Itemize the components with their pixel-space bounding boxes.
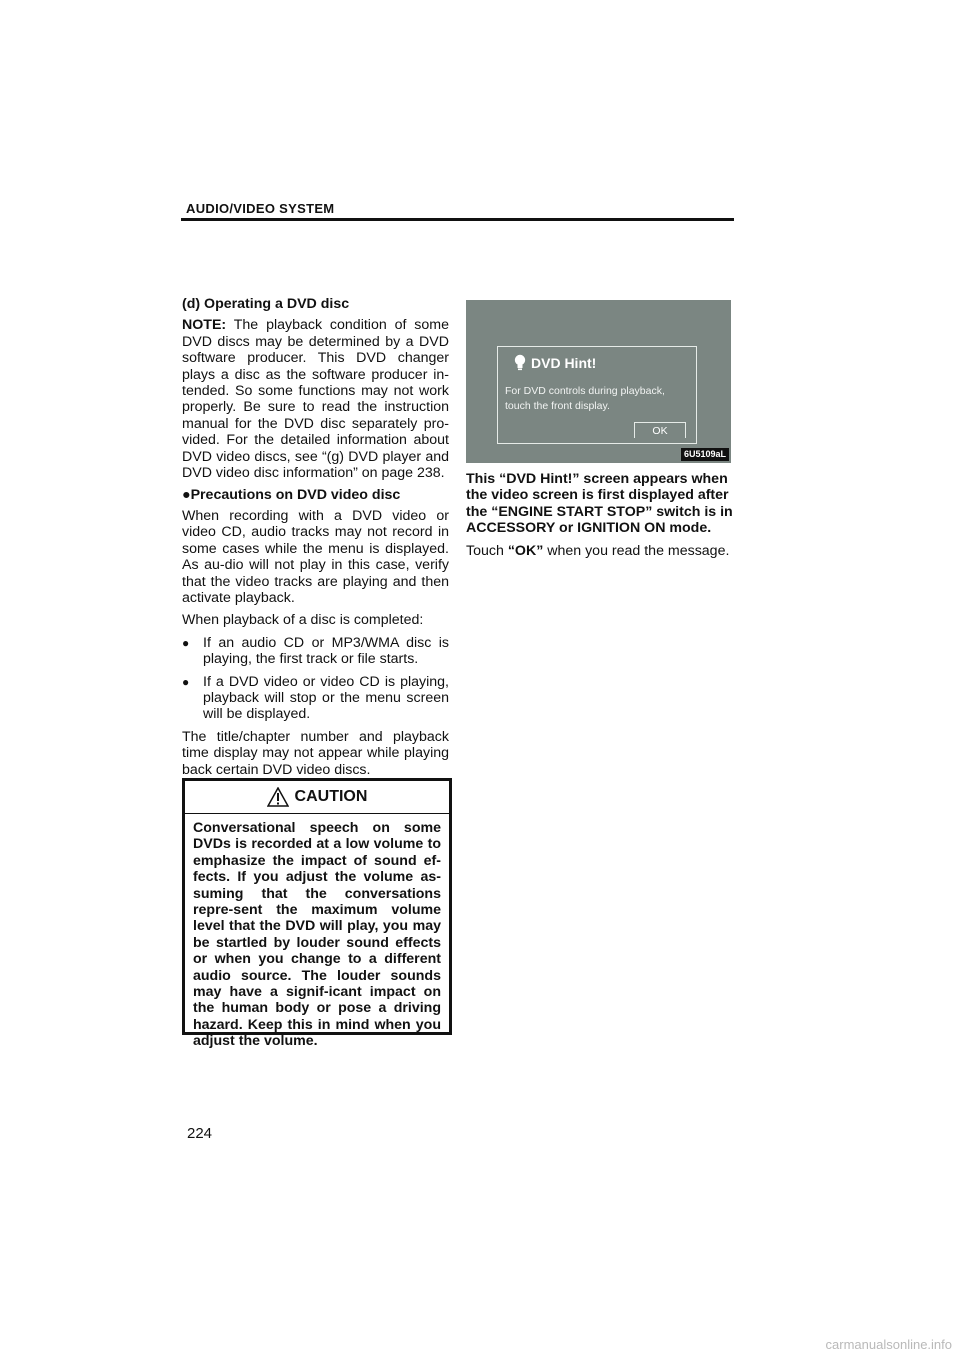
warning-triangle-icon [267,787,289,807]
touch-ok-label: “OK” [507,542,544,559]
figure-id: 6U5109aL [681,448,729,461]
dvd-hint-dialog [497,346,697,444]
lightbulb-icon [514,354,526,371]
bullet-dot-icon: ● [182,635,190,650]
precautions-heading [182,487,449,503]
caution-box [182,778,452,1050]
dialog-title [514,354,596,371]
watermark: carmanualsonline.info [825,1337,952,1352]
list-item [182,674,449,723]
dialog-message-line-1: For DVD controls during playback, [505,385,665,397]
ok-button[interactable]: OK [634,422,686,438]
paragraph-recording: When recording with a DVD video or video CD, audio tracks may not record in some cases while the menu is displayed. As au-dio will not play in this case, verify that the video tracks are playing and then activate playback. [182,507,449,606]
list-item [182,635,449,668]
bullet-dot-icon: ● [182,674,190,689]
paragraph-title-chapter: The title/chapter number and playback time display may not appear while playing back certain DVD video discs. [182,728,449,778]
note-label: NOTE: [182,317,227,334]
bullet-audio-cd: If an audio CD or MP3/WMA disc is playing, the first track or file starts. [203,634,449,668]
bullet-dot-icon: ● [182,487,191,504]
touch-prefix: Touch [466,542,508,559]
dialog-title-text: DVD Hint! [531,354,597,371]
dialog-message-line-2: touch the front display. [505,400,610,412]
precautions-title: Precautions on DVD video disc [190,487,401,504]
dialog-message [505,384,690,414]
note-paragraph [182,317,449,481]
touch-suffix: when you read the message. [543,542,730,559]
screen-description: This “DVD Hint!” screen appears when the video screen is first displayed after the “ENGINE START STOP” switch is in ACCESSORY or IGNITION ON mode. [466,471,733,537]
bullet-dvd-video: If a DVD video or video CD is playing, playback will stop or the menu screen will be displayed. [203,673,449,723]
note-text: The playback condition of some DVD discs may be determined by a DVD software producer. This DVD changer plays a disc as the software producer in-tended. So some functions may not work properly. Be sure to read the instruction manual for the DVD disc separately pro-vided. For the detailed information about DVD video discs, see “(g) DVD player and DVD video disc information” on page 238. [182,317,449,482]
paragraph-playback-complete: When playback of a disc is completed: [182,612,424,629]
caution-title: CAUTION [294,788,368,805]
header-rule [181,218,734,221]
running-header: AUDIO/VIDEO SYSTEM [186,201,335,216]
page-number: 224 [187,1125,213,1142]
touch-instruction [466,543,733,559]
left-column [182,296,449,784]
section-title: (d) Operating a DVD disc [182,296,350,312]
caution-header [185,781,449,814]
dvd-hint-screenshot [466,300,731,463]
caution-text: Conversational speech on some DVDs is recorded at a low volume to emphasize the impact of sound ef-fects. If you adjust the volume as-suming that the conversations repre-sent the maximum volume level that the DVD will play, you may be startled by louder sound effects or when you change to a different audio source. The louder sounds may have a signif-icant impact on the human body or pose a driving hazard. Keep this in mind when you adjust the volume. [193,820,441,1050]
right-column [466,471,733,565]
